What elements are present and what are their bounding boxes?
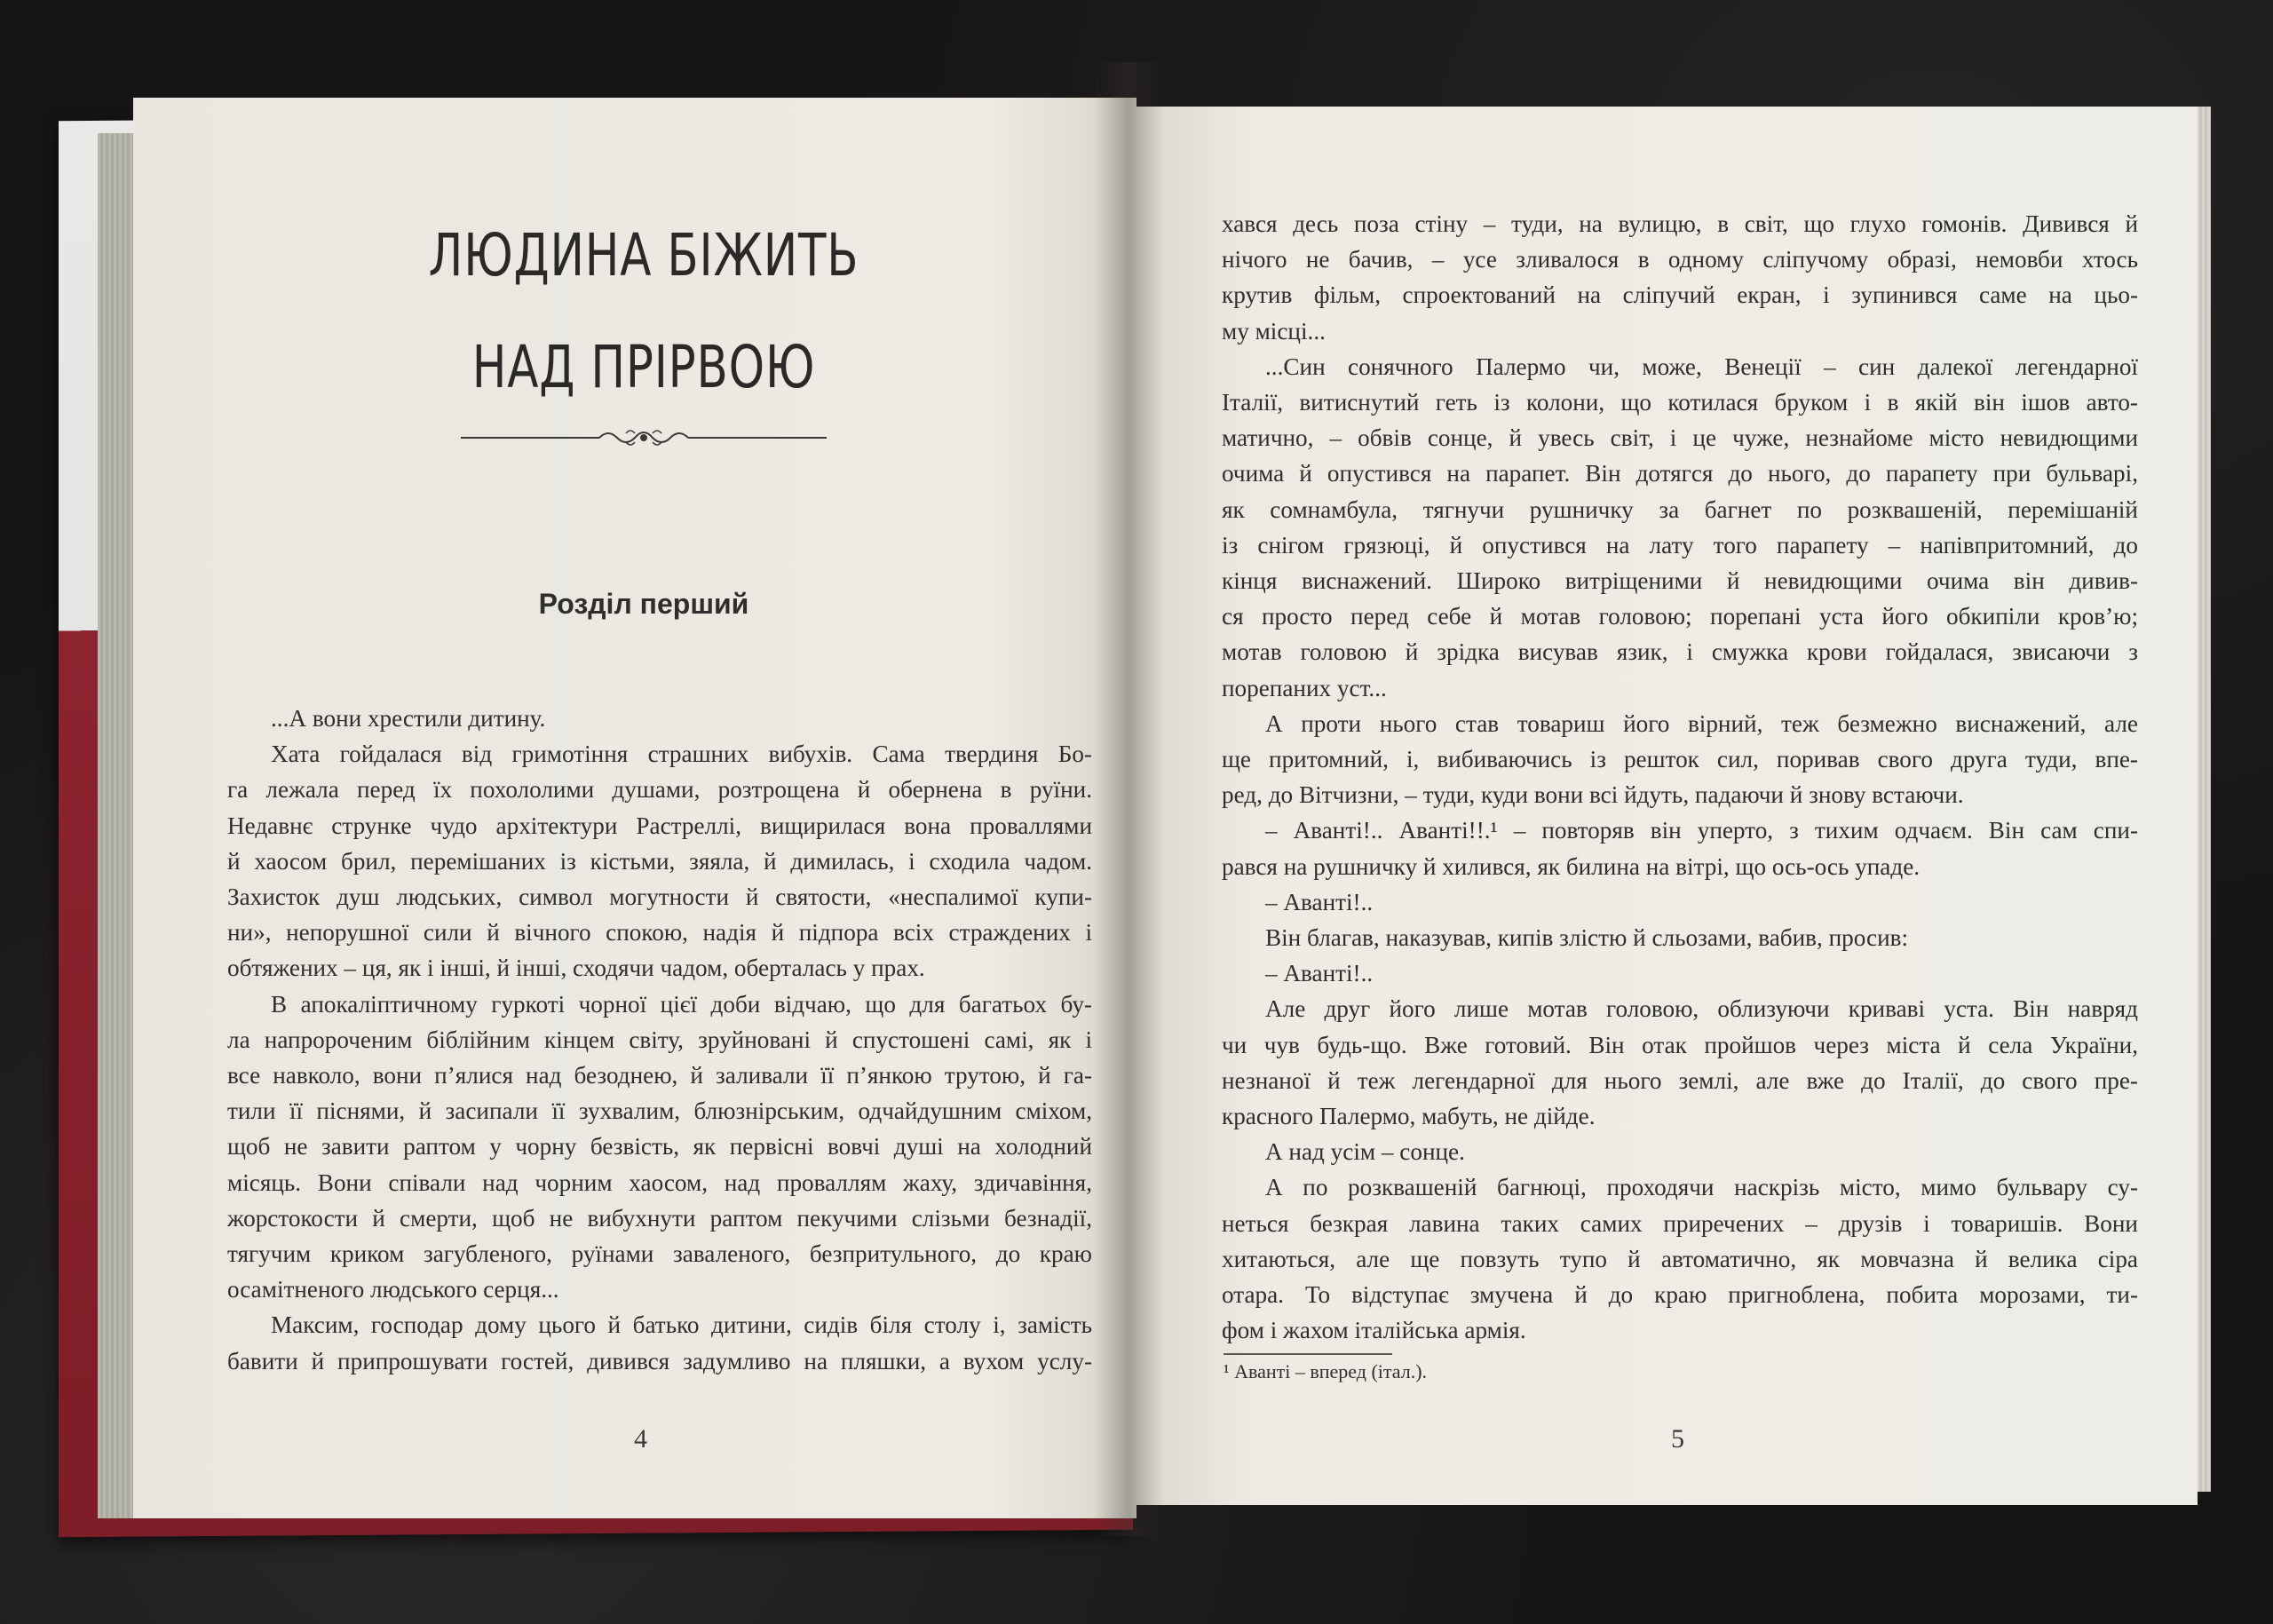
text-line: – Аванті!.. (1265, 888, 1374, 915)
text-line: Але друг його лише мотав головою, облизуючи криваві уста. Він навряд (1265, 995, 2138, 1023)
text-line: ни», непорушної сили й вічного спокою, надія й підпора всіх страждених і (227, 919, 1092, 947)
text-line: ла напророченим біблійним кінцем світу, зруйновані й спустошені самі, як і (227, 1026, 1092, 1053)
text-line: кінця виснажений. Широко витріщеними й невидющими очима він дивив- (1222, 567, 2138, 595)
text-line: місяць. Вони співали над чорним хаосом, над проваллям жаху, здичавіння, (227, 1168, 1092, 1196)
page-number-left: 4 (634, 1424, 647, 1454)
text-line: жорстокости й смерти, щоб не вибухнути раптом пекучими слізьми безнадії, (227, 1204, 1092, 1232)
text-line: крутив фільм, спроектований на сліпучий екран, і зупинився саме на цьо- (1222, 281, 2138, 309)
text-line: му місці... (1222, 317, 1326, 345)
text-line: красного Палермо, мабуть, не дійде. (1222, 1103, 1596, 1130)
text-line: Недавнє струнке чудо архітектури Растреллі, вищирилася вона проваллями (227, 812, 1092, 839)
text-line: А по розквашеній багнюці, проходячи наскрізь місто, мимо бульвару су- (1265, 1174, 2138, 1201)
text-line: ред, до Вітчизни, – туди, куди вони всі йдуть, падаючи й знову встаючи. (1222, 781, 1964, 809)
page-number-right: 5 (1671, 1424, 1684, 1454)
text-line: ...Син сонячного Палермо чи, може, Венеції – син далекої легендарної (1265, 353, 2138, 380)
text-line: рався на рушничку й хилився, як билина на вітрі, що ось-ось упаде. (1222, 852, 1921, 880)
text-line: матично, – обвів сонце, й увесь світ, і це чуже, незнайоме місто невидющими (1222, 424, 2138, 452)
text-line: незнаної й теж легендарної для нього землі, але вже до Італії, до свого пре- (1222, 1066, 2138, 1094)
text-line: хитаються, але ще повзуть тупо й автоматично, як мовчазна й велика сіра (1222, 1245, 2138, 1272)
text-line: А проти нього став товариш його вірний, теж безмежно виснажений, але (1265, 709, 2138, 737)
text-line: щоб не завити раптом у чорну безвість, як первісні вовчі душі на холодний (227, 1133, 1092, 1161)
footnote: ¹ Аванті – вперед (італ.). (1224, 1360, 1428, 1382)
title-line-2: НАД ПРІРВОЮ (471, 333, 816, 401)
text-line: В апокаліптичному гуркоті чорної цієї доби відчаю, що для багатьох бу- (271, 990, 1092, 1018)
text-line: Італії, витиснутий геть із колони, що котилася бруком і в якій він ішов авто- (1222, 389, 2138, 416)
ornament-divider-icon (457, 426, 830, 449)
text-line: Хата гойдалася від гримотіння страшних вибухів. Сама твердиня Бо- (271, 741, 1092, 768)
text-line: осамітненого людського серця... (227, 1276, 559, 1303)
text-line: фом і жахом італійська армія. (1222, 1317, 1526, 1344)
text-line: обтяжених – ця, як і інші, й інші, сходячи чадом, оберталась у прах. (227, 955, 925, 982)
chapter-heading: Розділ перший (538, 588, 749, 620)
text-line: ще притомний, і, вибиваючись із решток сил, поривав свого друга туди, впе- (1222, 746, 2138, 773)
text-line: із снігом грязюці, й опустився на лату того парапету – напівпритомний, до (1222, 531, 2138, 558)
text-line: ся просто перед себе й мотав головою; порепані уста його обкипіли кров’ю; (1222, 603, 2138, 630)
text-line: отара. То відступає змучена й до краю пригноблена, побита морозами, ти- (1222, 1281, 2138, 1309)
chapter-title (350, 200, 939, 424)
book-spine-gutter (1092, 62, 1163, 1536)
text-line: очима й опустився на парапет. Він дотягся до нього, до парапету при бульварі, (1222, 460, 2138, 487)
text-line: чи чув будь-що. Вже готовий. Він отак пройшов через міста й села України, (1222, 1031, 2138, 1058)
right-page-body (1222, 206, 2138, 1349)
text-line: хався десь поза стіну – туди, на вулицю, в світ, що глухо гомонів. Дивився й (1222, 210, 2138, 237)
text-line: Він благав, наказував, кипів злістю й сльозами, вабив, просив: (1265, 924, 1909, 952)
text-line: ...А вони хрестили дитину. (271, 705, 546, 732)
text-line: неться безкрая лавина таких самих приречених – друзів і товаришів. Вони (1222, 1209, 2138, 1237)
text-line: тягучим криком загубленого, руїнами заваленого, безпритульного, до краю (227, 1240, 1092, 1268)
text-line: – Аванті!.. (1265, 960, 1374, 987)
text-line: А над усім – сонце. (1265, 1138, 1465, 1166)
text-line: нічого не бачив, – усе зливалося в одному сліпучому образі, немовби хтось (1222, 246, 2138, 273)
text-line: мотав головою й зрідка висував язик, і смужка крови гойдалася, звисаючи з (1222, 638, 2138, 666)
text-line: Захисток душ людських, символ могутности й святости, «неспалимої купи- (227, 883, 1092, 911)
footnote-rule (1224, 1353, 1392, 1355)
text-line: як сомнамбула, тягнучи рушничку за багнет по розквашеній, перемішаній (1222, 495, 2138, 523)
text-line: – Аванті!.. Аванті!!.¹ – повторяв він уперто, з тихим одчаєм. Він сам спи- (1265, 817, 2138, 844)
text-line: бавити й припрошувати гостей, дивився задумливо на пляшки, а вухом услу- (227, 1347, 1092, 1374)
text-line: га лежала перед їх похололими душами, розтрощена й обернена в руїни. (227, 776, 1092, 804)
text-line: все навколо, вони п’ялися над безоднею, й заливали її п’янкою трутою, й га- (227, 1062, 1092, 1089)
text-line: й хаосом брил, перемішаних із кістьми, зяяла, й димилась, і сходила чадом. (227, 847, 1092, 875)
left-page-body (227, 701, 1092, 1379)
text-line: Максим, господар дому цього й батько дитини, сидів біля столу і, замість (271, 1311, 1092, 1339)
text-line: тили її піснями, й засипали її зухвалим, блюзнірським, одчайдушним сміхом, (227, 1097, 1092, 1125)
text-line: порепаних уст... (1222, 674, 1387, 701)
title-line-1: ЛЮДИНА БІЖИТЬ (428, 221, 859, 289)
